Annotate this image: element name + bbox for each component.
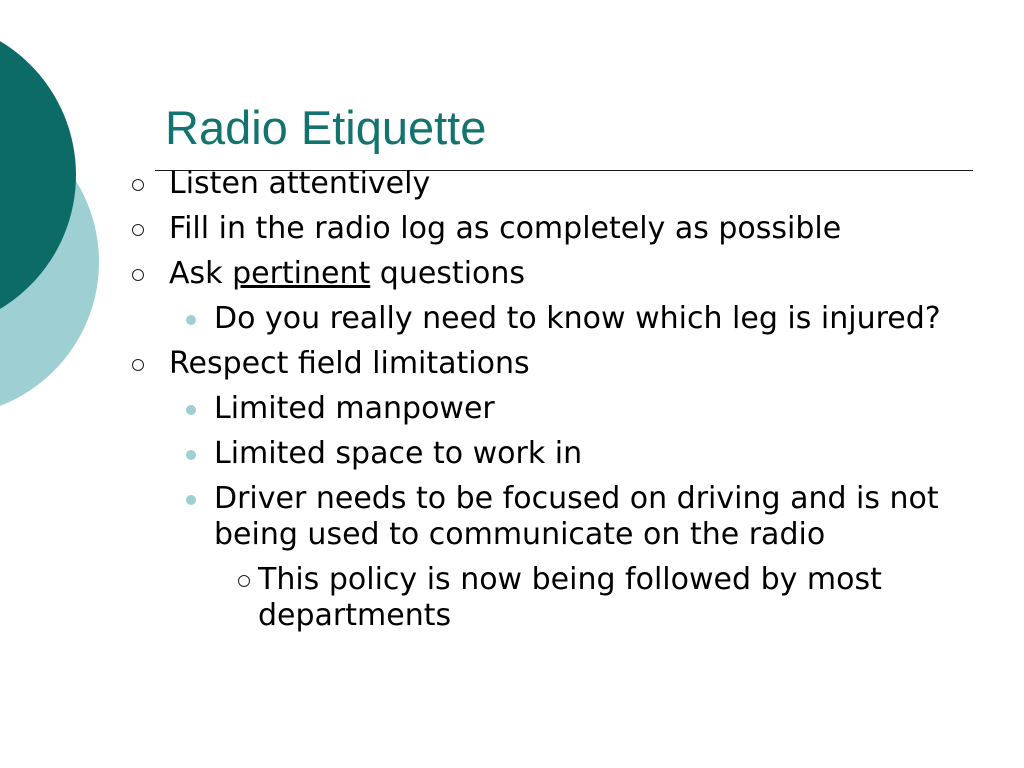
bullet-text — [169, 256, 980, 292]
hollow-circle-bullet-icon — [132, 179, 144, 191]
bullet-listen — [130, 166, 980, 202]
sub-sub-bullet-text: This policy is now being followed by most departments — [258, 562, 882, 633]
hollow-circle-bullet-icon — [132, 224, 144, 236]
bullet-ask-questions — [130, 256, 980, 292]
sub-bullet-driver — [130, 481, 980, 553]
bullet-text-end: questions — [370, 256, 526, 291]
bullet-radio-log — [130, 211, 980, 247]
bullet-text: Listen attentively — [169, 166, 431, 201]
sub-bullet-text: Limited space to work in — [214, 436, 583, 471]
hollow-circle-bullet-icon — [132, 269, 144, 281]
slide-title: Radio Etiquette — [165, 101, 487, 154]
bullet-respect-limitations — [130, 346, 980, 382]
sub-bullet-space — [130, 436, 980, 472]
filled-dot-bullet-icon — [186, 450, 196, 460]
underlined-word: pertinent — [232, 256, 371, 291]
decorative-circles — [0, 0, 120, 420]
sub-bullet-leg-injured — [130, 301, 980, 337]
filled-dot-bullet-icon — [186, 315, 196, 325]
slide-body — [130, 166, 980, 643]
filled-dot-bullet-icon — [186, 495, 196, 505]
bullet-text: Respect field limitations — [169, 346, 530, 381]
sub-bullet-text: Limited manpower — [214, 391, 495, 426]
sub-sub-bullet-policy — [130, 562, 980, 634]
sub-bullet-text: Driver needs to be focused on driving and is not being used to communicate on the radio — [214, 481, 939, 552]
sub-bullet-text: Do you really need to know which leg is injured? — [214, 301, 941, 336]
sub-bullet-manpower — [130, 391, 980, 427]
hollow-circle-bullet-icon — [238, 575, 250, 587]
hollow-circle-bullet-icon — [132, 359, 144, 371]
filled-dot-bullet-icon — [186, 405, 196, 415]
bullet-text: Fill in the radio log as completely as possible — [169, 211, 842, 246]
bullet-text-start: Ask — [169, 256, 233, 291]
